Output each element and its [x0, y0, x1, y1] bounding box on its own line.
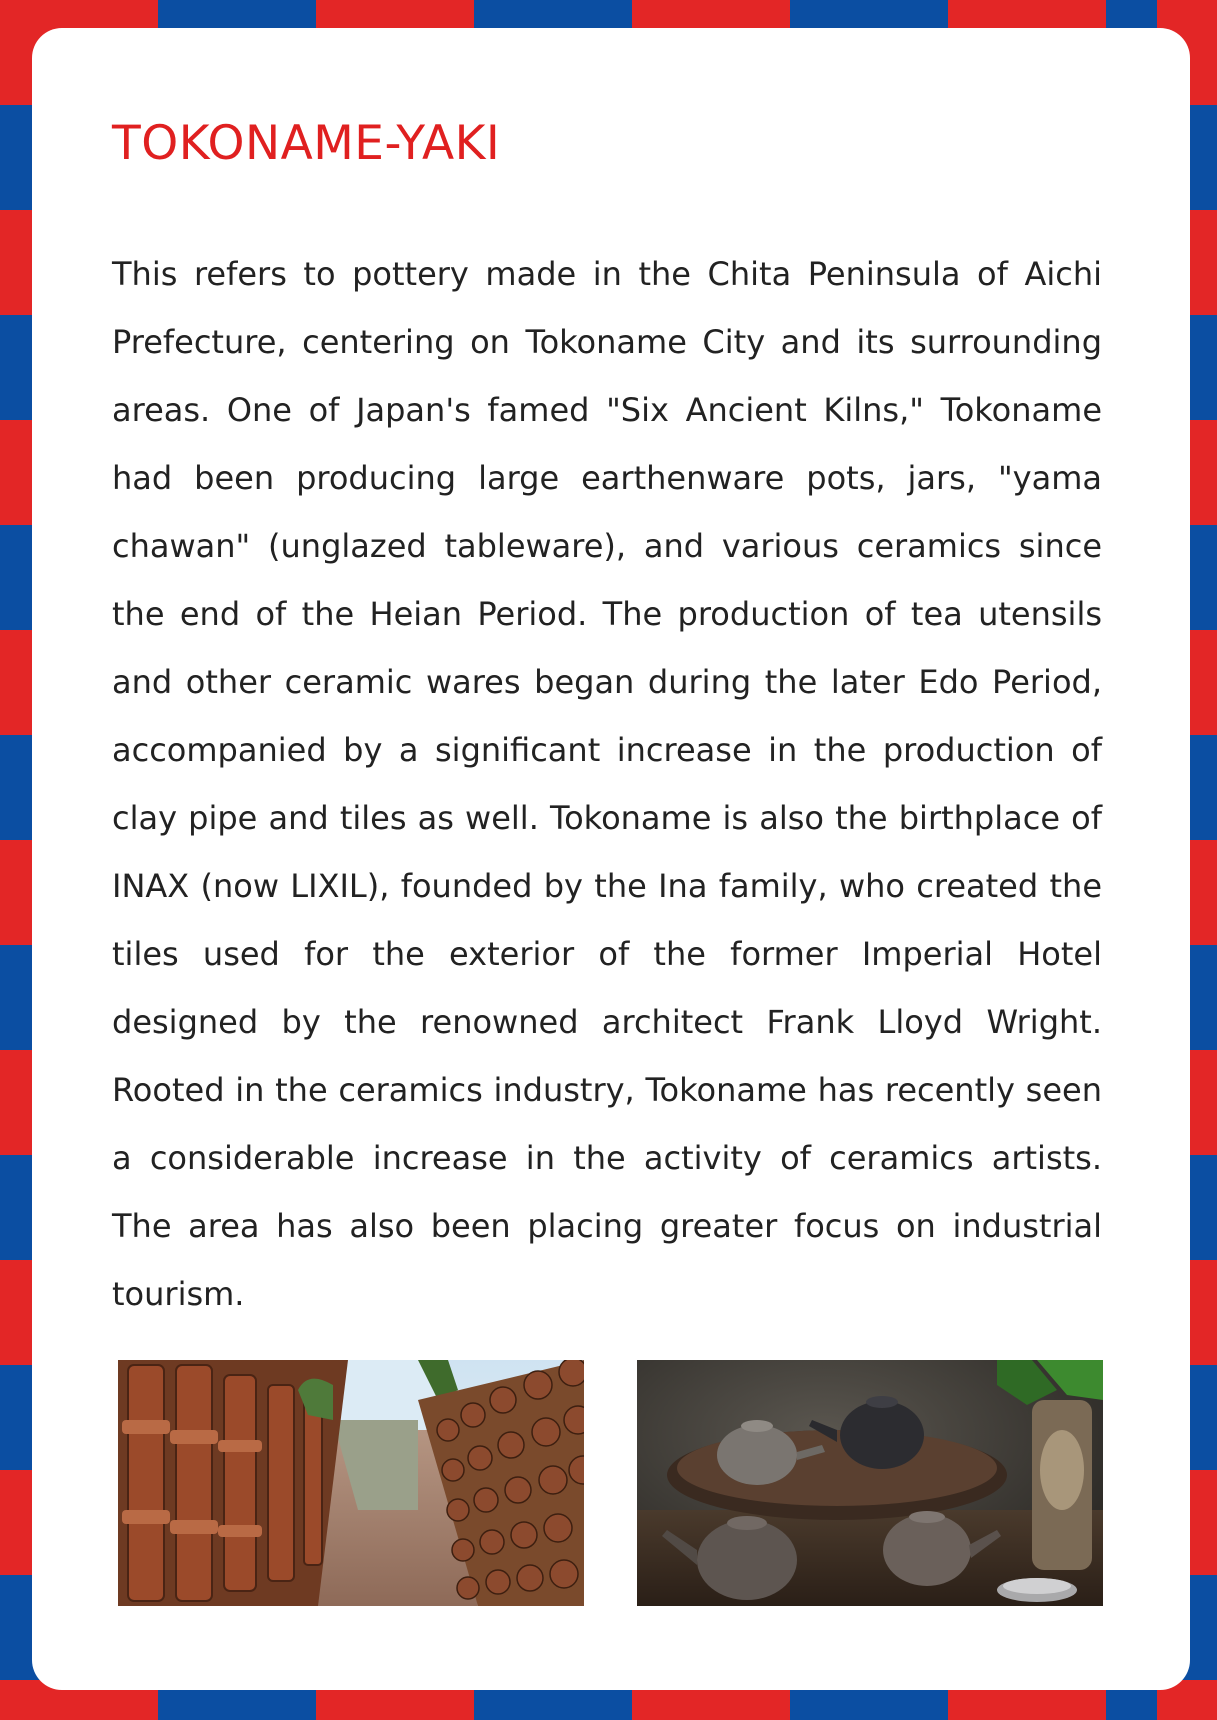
photo-teapots — [637, 1360, 1103, 1606]
page-title: TOKONAME-YAKI — [112, 116, 501, 171]
description-paragraph: This refers to pottery made in the Chita Peninsula of Aichi Prefecture, centering on Tokoname City and its surrounding areas. One of Japan's famed "Six Ancient Kilns," Tokoname had been producing large earthenware pots, jars, "yama chawan" (unglazed tableware), and various ceramics since the end of the Heian Period. The production of tea utensils and other ceramic wares began during the later Edo Period, accompanied by a significant increase in the production of clay pipe and tiles as well. Tokoname is also the birthplace of INAX (now LIXIL), founded by the Ina family, who created the tiles used for the exterior of the former Imperial Hotel designed by the renowned architect Frank Lloyd Wright. Rooted in the ceramics industry, Tokoname has recently seen a considerable increase in the activity of ceramics artists. The area has also been placing greater focus on industrial tourism. — [112, 255, 1102, 1313]
photo-pipe-wall-alley — [118, 1360, 584, 1606]
